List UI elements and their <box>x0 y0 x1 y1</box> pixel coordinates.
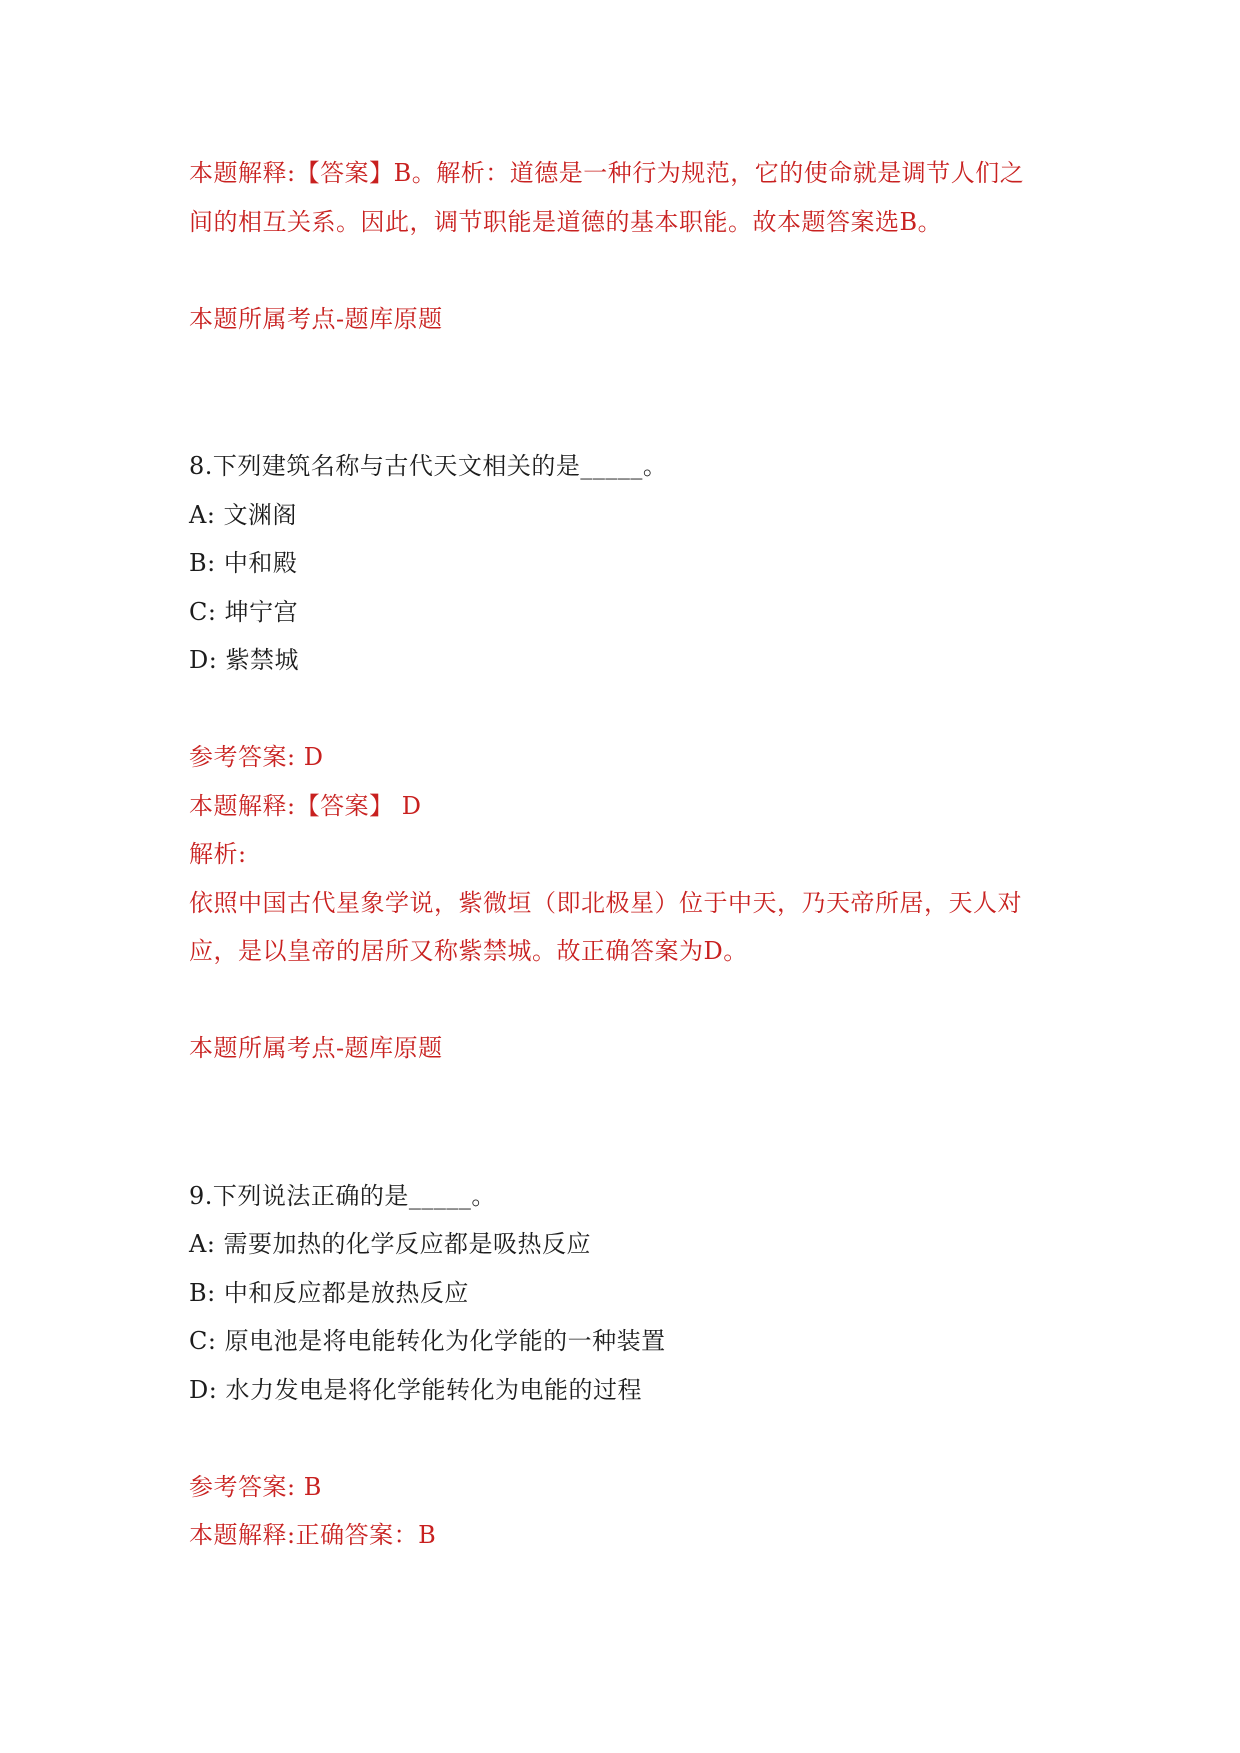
q8-explanation-head: 本题解释:【答案】 D <box>189 792 422 820</box>
q8-reference-answer: 参考答案: D <box>189 743 324 771</box>
q8-option-d: D: 紫禁城 <box>189 646 299 674</box>
q8-analysis-label: 解析: <box>189 840 247 868</box>
q9-option-c: C: 原电池是将电能转化为化学能的一种装置 <box>189 1327 666 1355</box>
q9-reference-answer: 参考答案: B <box>189 1473 322 1501</box>
category-label: 本题所属考点-题库原题 <box>189 305 443 333</box>
q8-option-a: A: 文渊阁 <box>189 501 298 529</box>
question-9-text: 9.下列说法正确的是_____。 <box>189 1182 496 1210</box>
q8-category-label: 本题所属考点-题库原题 <box>189 1034 443 1062</box>
q9-option-b: B: 中和反应都是放热反应 <box>189 1279 469 1307</box>
q9-option-d: D: 水力发电是将化学能转化为电能的过程 <box>189 1376 642 1404</box>
q9-option-a: A: 需要加热的化学反应都是吸热反应 <box>189 1230 592 1258</box>
q9-explanation: 本题解释:正确答案：B <box>189 1521 437 1549</box>
q8-analysis-line-2: 应，是以皇帝的居所又称紫禁城。故正确答案为D。 <box>189 937 748 965</box>
question-8-text: 8.下列建筑名称与古代天文相关的是_____。 <box>189 452 668 480</box>
q8-option-c: C: 坤宁宫 <box>189 598 299 626</box>
explanation-line-2: 间的相互关系。因此，调节职能是道德的基本职能。故本题答案选B。 <box>189 208 943 236</box>
explanation-line-1: 本题解释:【答案】B。解析：道德是一种行为规范，它的使命就是调节人们之 <box>189 159 1025 187</box>
q8-option-b: B: 中和殿 <box>189 549 298 577</box>
q8-analysis-line-1: 依照中国古代星象学说，紫微垣（即北极星）位于中天，乃天帝所居，天人对 <box>189 889 1022 917</box>
